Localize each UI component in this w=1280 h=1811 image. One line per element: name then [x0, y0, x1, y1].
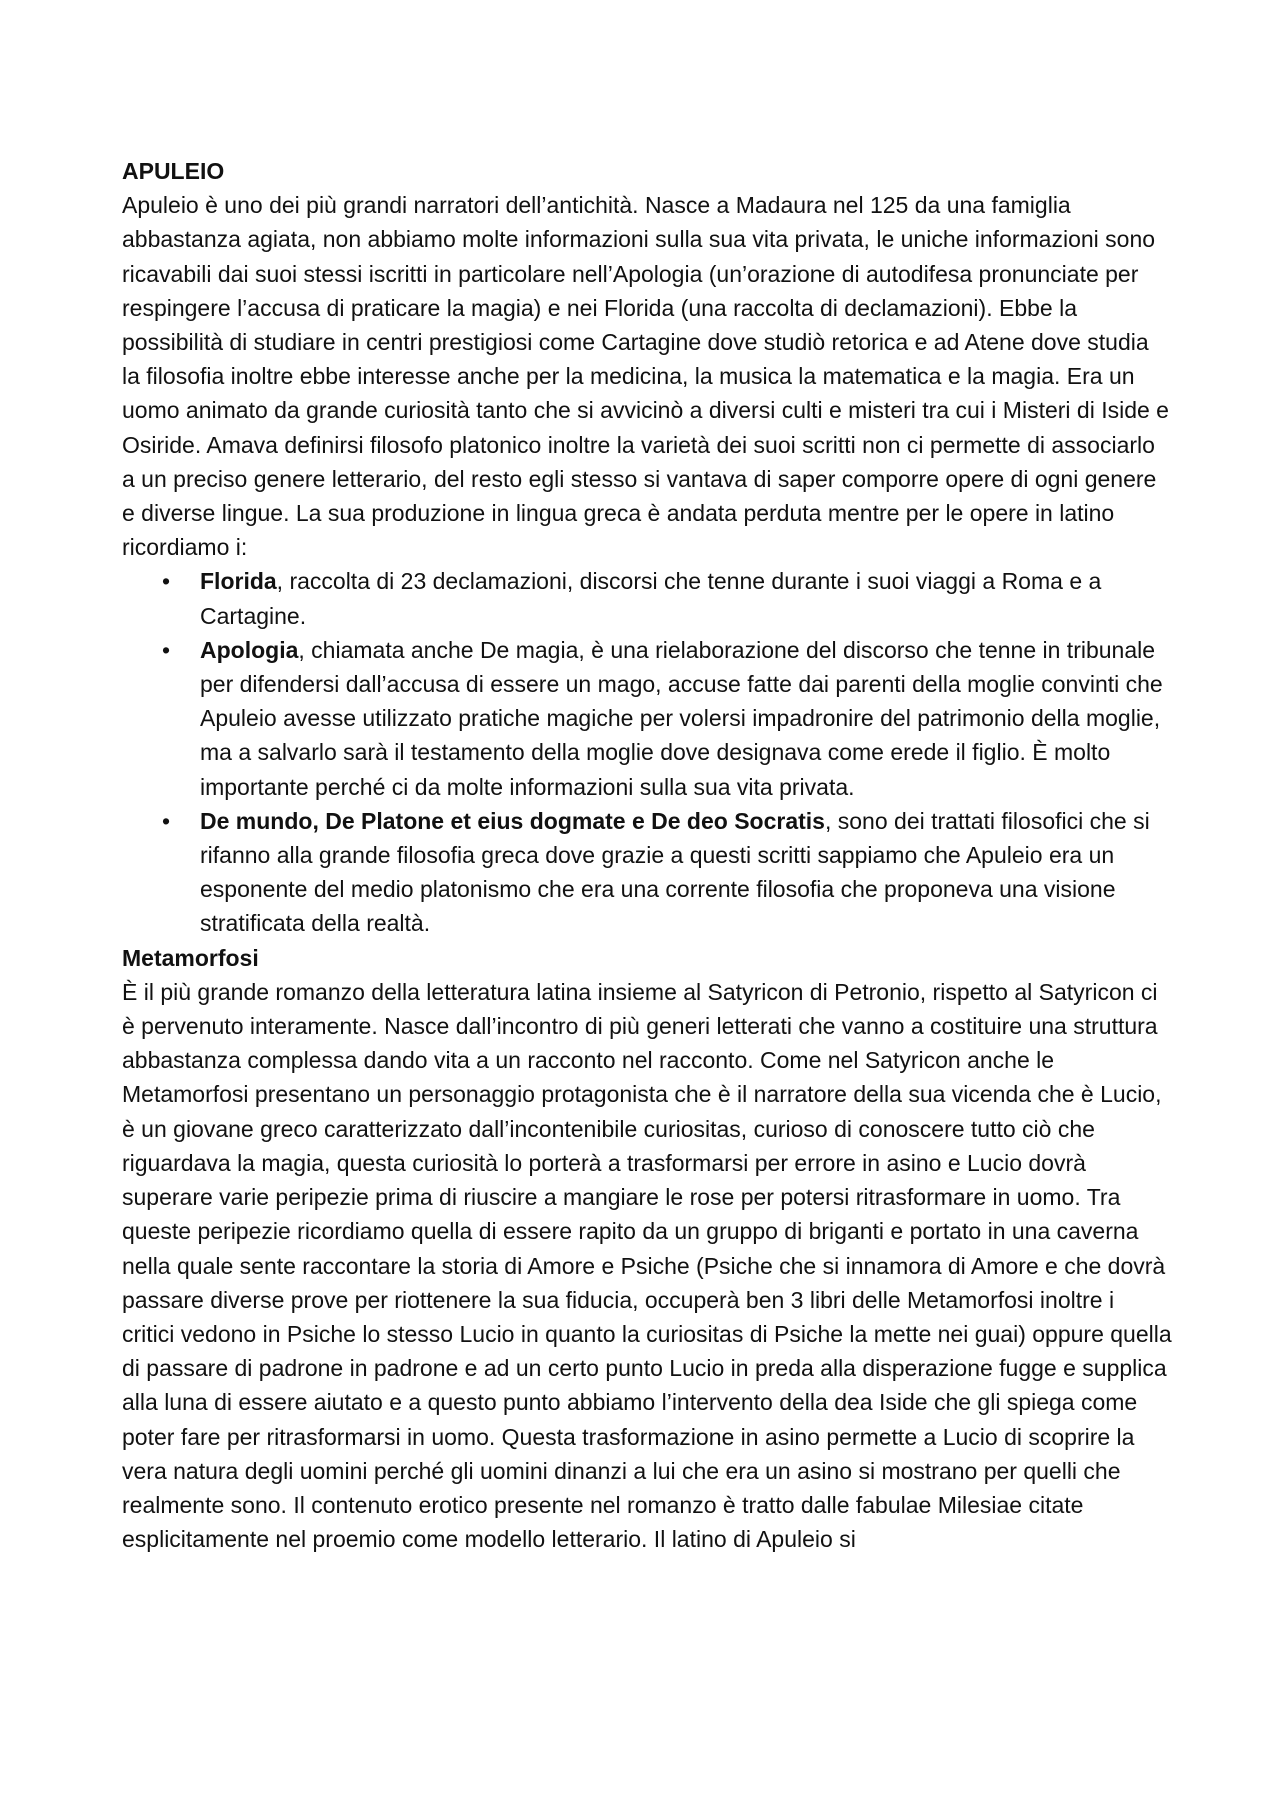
work-title: Apologia — [200, 636, 299, 663]
work-title: De mundo, De Platone et eius dogmate e De deo Socratis — [200, 807, 825, 834]
work-description: , raccolta di 23 declamazioni, discorsi che tenne durante i suoi viaggi a Roma e a Cartagine. — [200, 568, 1102, 629]
section-paragraph: È il più grande romanzo della letteratura latina insieme al Satyricon di Petronio, rispetto al Satyricon ci è pervenuto interamente. Nasce dall’incontro di più generi letterati che vanno a costituire una struttura abbastanza complessa dando vita a un racconto nel racconto. Come nel Satyricon anche le Metamorfosi presentano un personaggio protagonista che è il narratore della sua vicenda che è Lucio, è un giovane greco caratterizzato dall’incontenibile curiositas, curioso di conoscere tutto ciò che riguardava la magia, questa curiosità lo porterà a trasformarsi per errore in asino e Lucio dovrà superare varie peripezie prima di riuscire a mangiare le rose per potersi ritrasformare in uomo. Tra queste peripezie ricordiamo quella di essere rapito da un gruppo di briganti e portato in una caverna nella quale sente raccontare la storia di Amore e Psiche (Psiche che si innamora di Amore e che dovrà passare diverse prove per riottenere la sua fiducia, occuperà ben 3 libri delle Metamorfosi inoltre i critici vedono in Psiche lo stesso Lucio in quanto la curiositas di Psiche la mette nei guai) oppure quella di passare di padrone in padrone e ad un certo punto Lucio in preda alla disperazione fugge e supplica alla luna di essere aiutato e a questo punto abbiamo l’intervento della dea Iside che gli spiega come poter fare per ritrasformarsi in uomo. Questa trasformazione in asino permette a Lucio di scoprire la vera natura degli uomini perché gli uomini dinanzi a lui che era un asino si mostrano per quelli che realmente sono. Il contenuto erotico presente nel romanzo è tratto dalle fabulae Milesiae citate esplicitamente nel proemio come modello letterario. Il latino di Apuleio si — [122, 978, 1172, 1553]
document-title: APULEIO — [122, 158, 225, 184]
works-list — [122, 564, 1172, 940]
work-description: , chiamata anche De magia, è una rielaborazione del discorso che tenne in tribunale per difendersi dall’accusa di essere un mago, accuse fatte dai parenti della moglie convinti che Apuleio avesse utilizzato pratiche magiche per volersi impadronire del patrimonio della moglie, ma a salvarlo sarà il testamento della moglie dove designava come erede il figlio. È molto importante perché ci da molte informazioni sulla sua vita privata. — [200, 636, 1163, 800]
intro-paragraph: Apuleio è uno dei più grandi narratori dell’antichità. Nasce a Madaura nel 125 da una famiglia abbastanza agiata, non abbiamo molte informazioni sulla sua vita privata, le uniche informazioni sono ricavabili dai suoi stessi iscritti in particolare nell’Apologia (un’orazione di autodifesa pronunciate per respingere l’accusa di praticare la magia) e nei Florida (una raccolta di declamazioni). Ebbe la possibilità di studiare in centri prestigiosi come Cartagine dove studiò retorica e ad Atene dove studia la filosofia inoltre ebbe interesse anche per la medicina, la musica la matematica e la magia. Era un uomo animato da grande curiosità tanto che si avvicinò a diversi culti e misteri tra cui i Misteri di Iside e Osiride. Amava definirsi filosofo platonico inoltre la varietà dei suoi scritti non ci permette di associarlo a un preciso genere letterario, del resto egli stesso si vantava di saper comporre opere di ogni genere e diverse lingue. La sua produzione in lingua greca è andata perduta mentre per le opere in latino ricordiamo i: — [122, 192, 1169, 561]
list-item — [122, 804, 1172, 941]
bullet-icon: • — [162, 807, 171, 834]
work-title: Florida — [200, 568, 277, 595]
document-body — [122, 154, 1172, 1556]
list-item — [122, 564, 1172, 632]
list-item — [122, 633, 1172, 804]
bullet-icon: • — [162, 568, 171, 595]
section-heading: Metamorfosi — [122, 944, 259, 971]
bullet-icon: • — [162, 636, 171, 663]
work-description: , sono dei trattati filosofici che si rifanno alla grande filosofia greca dove grazie a questi scritti sappiamo che Apuleio era un esponente del medio platonismo che era una corrente filosofia che proponeva una visione stratificata della realtà. — [200, 807, 1150, 937]
